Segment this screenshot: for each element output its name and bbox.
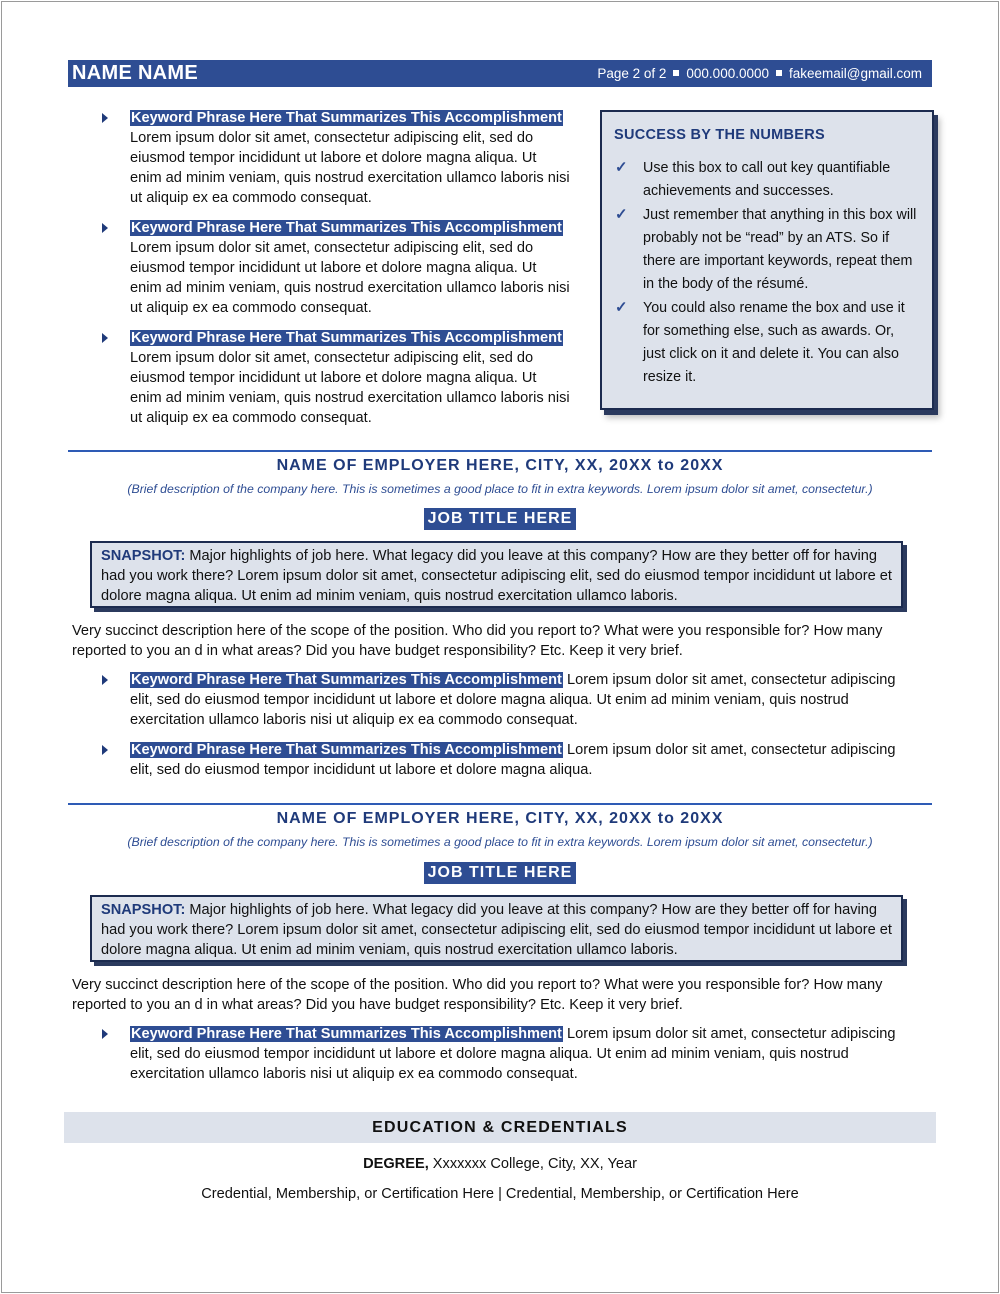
job-title: JOB TITLE HERE [424,508,576,530]
section-divider [68,803,932,805]
job-title: JOB TITLE HERE [424,862,576,884]
accomplishment-item [102,1024,922,1084]
job-accomplishment-list [102,1024,922,1094]
bullet-arrow-icon [102,113,108,123]
degree-detail: Xxxxxxx College, City, XX, Year [428,1156,637,1172]
accomplishment-text: Lorem ipsum dolor sit amet, consectetur adipiscing elit, sed do eiusmod tempor incididunt ut labore et dolore magna aliqua. [130,742,896,778]
accomplishment-item [102,740,922,780]
keyword-phrase: Keyword Phrase Here That Summarizes This Accomplishment [131,742,562,758]
accomplishment-text: Lorem ipsum dolor sit amet, consectetur adipiscing elit, sed do eiusmod tempor incididunt ut labore et dolore magna aliqua. Ut enim ad minim veniam, quis nostrud exercitation ullamco laboris nisi ut aliquip ex ea commodo consequat. [130,672,896,728]
phone-number: 000.000.0000 [686,66,769,81]
success-item [614,204,920,296]
accomplishment-item [102,670,922,730]
snapshot-label: SNAPSHOT: [101,902,186,918]
success-item-text: Use this box to call out key quantifiable achievements and successes. [643,160,891,199]
accomplishment-item [102,218,572,318]
accomplishment-text: Lorem ipsum dolor sit amet, consectetur adipiscing elit, sed do eiusmod tempor incididunt ut labore et dolore magna aliqua. Ut enim ad minim veniam, quis nostrud exercitation ullamco laboris nisi ut aliquip ex ea commodo consequat. [130,1026,896,1082]
success-item-text: Just remember that anything in this box will probably not be “read” by an ATS. So if there are important keywords, repeat them in the body of the résumé. [643,207,917,292]
company-description: (Brief description of the company here. This is sometimes a good place to fit in extra keywords. Lorem ipsum dolor sit amet, consectetur.) [127,835,873,849]
snapshot-box [90,541,903,608]
candidate-name: NAME NAME [72,62,199,84]
section-divider [68,450,932,452]
page-number: Page 2 of 2 [597,66,667,81]
contact-info [597,66,922,81]
bullet-arrow-icon [102,223,108,233]
accomplishment-text: Lorem ipsum dolor sit amet, consectetur adipiscing elit, sed do eiusmod tempor incididunt ut labore et dolore magna aliqua. Ut enim ad minim veniam, quis nostrud exercitation ullamco laboris nisi ut aliquip ex ea commodo consequat. [130,350,570,426]
employer-heading: NAME OF EMPLOYER HERE, CITY, XX, 20XX to 20XX [276,457,724,474]
success-item-text: You could also rename the box and use it for something else, such as awards. Or, just click on it and delete it. You can also resize it. [643,300,905,385]
degree-line [0,1156,1000,1172]
snapshot-label: SNAPSHOT: [101,548,186,564]
education-heading: EDUCATION & CREDENTIALS [64,1112,936,1143]
position-scope: Very succinct description here of the scope of the position. Who did you report to? What were you responsible for? How many reported to you an d in what areas? Did you have budget responsibility? Etc. Keep it very brief. [72,623,883,659]
separator-square-icon [776,70,782,76]
top-accomplishment-list [102,108,572,438]
degree-label: DEGREE, [363,1156,429,1172]
keyword-phrase: Keyword Phrase Here That Summarizes This Accomplishment [131,1026,562,1042]
header-bar [68,60,932,87]
bullet-arrow-icon [102,675,108,685]
job-accomplishment-list [102,670,922,790]
credentials-line: Credential, Membership, or Certification Here | Credential, Membership, or Certification Here [201,1186,799,1202]
success-item [614,157,920,203]
success-box-list [614,157,920,390]
success-box-title: SUCCESS BY THE NUMBERS [614,127,825,143]
keyword-phrase: Keyword Phrase Here That Summarizes This Accomplishment [131,672,562,688]
snapshot-text: Major highlights of job here. What legacy did you leave at this company? How are they better off for having had you work there? Lorem ipsum dolor sit amet, consectetur adipiscing elit, sed do eiusmod tempor incididunt ut labore et dolore magna aliqua. Ut enim ad minim veniam, quis nostrud exercitation ullamco laboris. [101,902,892,958]
checkmark-icon: ✓ [615,206,628,223]
checkmark-icon: ✓ [615,159,628,176]
keyword-phrase: Keyword Phrase Here That Summarizes This Accomplishment [131,330,562,346]
bullet-arrow-icon [102,1029,108,1039]
checkmark-icon: ✓ [615,299,628,316]
bullet-arrow-icon [102,745,108,755]
separator-square-icon [673,70,679,76]
accomplishment-item [102,108,572,208]
accomplishment-text: Lorem ipsum dolor sit amet, consectetur adipiscing elit, sed do eiusmod tempor incididunt ut labore et dolore magna aliqua. Ut enim ad minim veniam, quis nostrud exercitation ullamco laboris nisi ut aliquip ex ea commodo consequat. [130,240,570,316]
success-box[interactable] [600,110,934,410]
success-item [614,297,920,389]
bullet-arrow-icon [102,333,108,343]
email-address: fakeemail@gmail.com [789,66,922,81]
company-description: (Brief description of the company here. This is sometimes a good place to fit in extra keywords. Lorem ipsum dolor sit amet, consectetur.) [127,482,873,496]
snapshot-text: Major highlights of job here. What legacy did you leave at this company? How are they better off for having had you work there? Lorem ipsum dolor sit amet, consectetur adipiscing elit, sed do eiusmod tempor incididunt ut labore et dolore magna aliqua. Ut enim ad minim veniam, quis nostrud exercitation ullamco laboris. [101,548,892,604]
accomplishment-text: Lorem ipsum dolor sit amet, consectetur adipiscing elit, sed do eiusmod tempor incididunt ut labore et dolore magna aliqua. Ut enim ad minim veniam, quis nostrud exercitation ullamco laboris nisi ut aliquip ex ea commodo consequat. [130,130,570,206]
keyword-phrase: Keyword Phrase Here That Summarizes This Accomplishment [131,110,562,126]
snapshot-box [90,895,903,962]
accomplishment-item [102,328,572,428]
keyword-phrase: Keyword Phrase Here That Summarizes This Accomplishment [131,220,562,236]
employer-heading: NAME OF EMPLOYER HERE, CITY, XX, 20XX to 20XX [276,810,724,827]
position-scope: Very succinct description here of the scope of the position. Who did you report to? What were you responsible for? How many reported to you an d in what areas? Did you have budget responsibility? Etc. Keep it very brief. [72,977,883,1013]
